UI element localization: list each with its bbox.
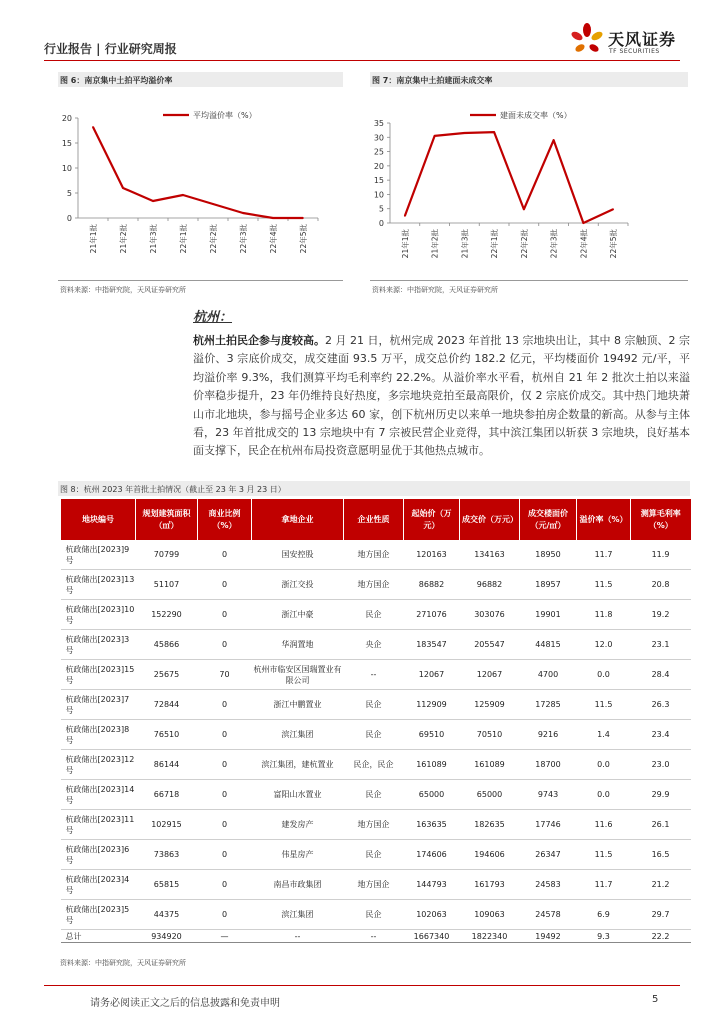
table-cell: 杭政储出[2023]4 号 xyxy=(61,870,136,900)
table-cell: 建发房产 xyxy=(252,810,344,840)
table-cell: 华润置地 xyxy=(252,630,344,660)
table-cell: 183547 xyxy=(404,630,460,660)
table-cell: 26347 xyxy=(520,840,577,870)
table-cell: 205547 xyxy=(460,630,520,660)
x-tick-label: 22年5批 xyxy=(299,224,308,254)
table-cell: 总计 xyxy=(61,930,136,943)
series-line xyxy=(405,132,613,223)
x-tick-label: 21年1批 xyxy=(400,229,410,259)
y-tick-label: 10 xyxy=(373,190,384,200)
paragraph-body: 2 月 21 日，杭州完成 2023 年首批 13 宗地块出让，其中 8 宗触顶、2 宗溢价、3 宗底价成交，成交建面 93.5 万平，成交总价约 182.2 亿元，平均楼面价 19492 元/平，平均溢价率 9.3%，我们测算平均毛利率约 22.2%。从溢价率水平看，杭州自 21 年 2 批次土拍以来溢价率稳步提升，23 年仍维持良好热度，多宗地块竞拍至最高限价，仅 2 宗底价成交。其中热门地块萧山市北地块，参与摇号企业多达 60 家，创下杭州历史以来单一地块参拍房企数量的新高。从参与主体看，23 年首批成交的 13 宗地块中有 7 宗被民营企业竞得，其中滨江集团以斩获 3 宗地块，良好基本面支撑下，民企在杭州布局投资意愿明显优于其他热点城市。 xyxy=(193,334,690,458)
y-tick-label: 15 xyxy=(61,139,72,148)
table-source: 资料来源：中指研究院，天风证券研究所 xyxy=(60,959,186,967)
data-point xyxy=(152,200,154,202)
table-row xyxy=(61,720,691,750)
table-cell: 0.0 xyxy=(577,750,631,780)
table-header-cell: 成交价（万元） xyxy=(460,499,520,540)
table-cell: 29.9 xyxy=(631,780,691,810)
data-point xyxy=(434,135,436,137)
table-row xyxy=(61,690,691,720)
table-cell: 109063 xyxy=(460,900,520,930)
data-point xyxy=(404,215,406,217)
data-point xyxy=(302,217,304,219)
table-caption: 图 8：杭州 2023 年首批土拍情况（截止至 23 年 3 月 23 日） xyxy=(60,485,286,494)
table-cell: 23.0 xyxy=(631,750,691,780)
table-row xyxy=(61,540,691,570)
table-cell: 南昌市政集团 xyxy=(252,870,344,900)
data-point xyxy=(182,194,184,196)
table-cell: 45866 xyxy=(136,630,198,660)
table-cell: 144793 xyxy=(404,870,460,900)
y-tick-label: 10 xyxy=(61,164,72,173)
table-cell: 18700 xyxy=(520,750,577,780)
table-cell: 11.8 xyxy=(577,600,631,630)
page-number: 5 xyxy=(652,994,659,1005)
table-cell: 9743 xyxy=(520,780,577,810)
table-header-cell: 成交楼面价（元/㎡） xyxy=(520,499,577,540)
data-point xyxy=(272,217,274,219)
table-cell: 0 xyxy=(198,630,252,660)
table-cell: 11.5 xyxy=(577,840,631,870)
table-cell: 杭政储出[2023]8 号 xyxy=(61,720,136,750)
table-cell: 0 xyxy=(198,570,252,600)
section-city-heading: 杭州： xyxy=(193,310,233,325)
table-cell: 18957 xyxy=(520,570,577,600)
logo-name-cn: 天风证券 xyxy=(608,30,677,49)
table-cell: 0 xyxy=(198,870,252,900)
table-header-row xyxy=(61,499,691,540)
x-tick-label: 22年3批 xyxy=(239,224,248,254)
land-auction-table xyxy=(60,499,691,943)
table-cell: 12.0 xyxy=(577,630,631,660)
table-cell: 12067 xyxy=(460,660,520,690)
table-cell: 73863 xyxy=(136,840,198,870)
x-tick-label: 22年5批 xyxy=(609,229,619,259)
table-cell: 1.4 xyxy=(577,720,631,750)
table-row xyxy=(61,870,691,900)
table-cell: 杭政储出[2023]5 号 xyxy=(61,900,136,930)
x-tick-label: 21年3批 xyxy=(460,229,470,259)
x-tick-label: 22年1批 xyxy=(490,229,500,259)
table-cell: 民企 xyxy=(344,720,404,750)
table-cell: 125909 xyxy=(460,690,520,720)
fig6-caption: 图 6：南京集中土拍平均溢价率 xyxy=(60,76,173,85)
y-tick-label: 35 xyxy=(373,119,384,128)
table-total-row xyxy=(61,930,691,943)
section-paragraph xyxy=(193,332,690,461)
table-cell: 杭政储出[2023]11 号 xyxy=(61,810,136,840)
footer-divider xyxy=(44,985,680,986)
table-cell: 0 xyxy=(198,720,252,750)
table-cell: 161089 xyxy=(404,750,460,780)
data-point xyxy=(493,131,495,133)
table-cell: 19.2 xyxy=(631,600,691,630)
table-header-cell: 测算毛利率（%） xyxy=(631,499,691,540)
table-cell: 17746 xyxy=(520,810,577,840)
table-cell: 11.6 xyxy=(577,810,631,840)
footer-disclaimer: 请务必阅读正文之后的信息披露和免责申明 xyxy=(90,998,280,1009)
table-cell: 民企 xyxy=(344,780,404,810)
table-cell: -- xyxy=(344,930,404,943)
table-cell: 民企 xyxy=(344,690,404,720)
y-tick-label: 0 xyxy=(378,219,384,228)
table-cell: 地方国企 xyxy=(344,570,404,600)
table-cell: 134163 xyxy=(460,540,520,570)
x-tick-label: 22年2批 xyxy=(209,224,218,254)
table-cell: 24583 xyxy=(520,870,577,900)
table-cell: 杭政储出[2023]6 号 xyxy=(61,840,136,870)
header-divider xyxy=(44,60,680,61)
table-cell: 96882 xyxy=(460,570,520,600)
table-cell: 浙江交投 xyxy=(252,570,344,600)
table-cell: 央企 xyxy=(344,630,404,660)
table-cell: 11.5 xyxy=(577,570,631,600)
table-cell: 17285 xyxy=(520,690,577,720)
table-cell: 66718 xyxy=(136,780,198,810)
table-cell: 0 xyxy=(198,840,252,870)
table-cell: 161793 xyxy=(460,870,520,900)
table-cell: 161089 xyxy=(460,750,520,780)
table-cell: 152290 xyxy=(136,600,198,630)
table-cell: — xyxy=(198,930,252,943)
table-cell: 102915 xyxy=(136,810,198,840)
table-cell: 19492 xyxy=(520,930,577,943)
table-header-cell: 起始价（万元） xyxy=(404,499,460,540)
table-cell: 69510 xyxy=(404,720,460,750)
table-cell: 杭政储出[2023]3 号 xyxy=(61,630,136,660)
table-cell: 杭政储出[2023]15 号 xyxy=(61,660,136,690)
table-cell: 51107 xyxy=(136,570,198,600)
table-cell: 杭政储出[2023]13 号 xyxy=(61,570,136,600)
fig7-line-chart xyxy=(370,90,688,278)
table-cell: 杭政储出[2023]14 号 xyxy=(61,780,136,810)
y-tick-label: 15 xyxy=(373,176,384,186)
table-cell: 22.2 xyxy=(631,930,691,943)
table-cell: 浙江中鹏置业 xyxy=(252,690,344,720)
table-cell: 102063 xyxy=(404,900,460,930)
y-tick-label: 20 xyxy=(61,114,72,123)
table-row xyxy=(61,900,691,930)
table-cell: 21.2 xyxy=(631,870,691,900)
legend-label: 建面未成交率（%） xyxy=(500,111,572,120)
table-cell: 86882 xyxy=(404,570,460,600)
table-cell: 富阳山水置业 xyxy=(252,780,344,810)
table-cell: 滨江集团 xyxy=(252,720,344,750)
table-cell: 70 xyxy=(198,660,252,690)
table-cell: 0 xyxy=(198,900,252,930)
y-tick-label: 25 xyxy=(373,147,384,157)
table-cell: 303076 xyxy=(460,600,520,630)
table-cell: 44375 xyxy=(136,900,198,930)
table-cell: 65000 xyxy=(460,780,520,810)
y-tick-label: 20 xyxy=(373,161,384,171)
table-row xyxy=(61,780,691,810)
table-row xyxy=(61,570,691,600)
table-cell: 44815 xyxy=(520,630,577,660)
data-point xyxy=(463,132,465,134)
table-header-cell: 拿地企业 xyxy=(252,499,344,540)
table-cell: 76510 xyxy=(136,720,198,750)
table-cell: 9216 xyxy=(520,720,577,750)
x-tick-label: 21年2批 xyxy=(119,224,128,254)
fig6-line-chart xyxy=(58,90,343,278)
table-cell: 20.8 xyxy=(631,570,691,600)
table-cell: 0 xyxy=(198,750,252,780)
table-cell: 112909 xyxy=(404,690,460,720)
table-cell: 6.9 xyxy=(577,900,631,930)
table-cell: 杭政储出[2023]12 号 xyxy=(61,750,136,780)
table-cell: 11.7 xyxy=(577,540,631,570)
y-tick-label: 0 xyxy=(66,214,72,223)
x-tick-label: 22年4批 xyxy=(579,229,589,259)
table-cell: 国安控股 xyxy=(252,540,344,570)
table-cell: 0.0 xyxy=(577,660,631,690)
x-tick-label: 21年1批 xyxy=(89,224,98,254)
table-cell: 24578 xyxy=(520,900,577,930)
table-cell: 120163 xyxy=(404,540,460,570)
table-cell: 182635 xyxy=(460,810,520,840)
table-header-cell: 溢价率（%） xyxy=(577,499,631,540)
table-cell: 174606 xyxy=(404,840,460,870)
table-cell: 地方国企 xyxy=(344,810,404,840)
table-cell: 滨江集团，建杭置业 xyxy=(252,750,344,780)
table-cell: 29.7 xyxy=(631,900,691,930)
table-cell: 1667340 xyxy=(404,930,460,943)
table-cell: 伟星房产 xyxy=(252,840,344,870)
table-cell: 25675 xyxy=(136,660,198,690)
table-cell: 0 xyxy=(198,780,252,810)
data-point xyxy=(582,222,584,224)
data-point xyxy=(212,203,214,205)
table-cell: 地方国企 xyxy=(344,540,404,570)
table-header-cell: 商业比例（%） xyxy=(198,499,252,540)
fig7-source: 资料来源：中指研究院，天风证券研究所 xyxy=(372,286,498,294)
table-cell: 23.1 xyxy=(631,630,691,660)
table-cell: 18950 xyxy=(520,540,577,570)
data-point xyxy=(122,187,124,189)
data-point xyxy=(612,208,614,210)
table-cell: 271076 xyxy=(404,600,460,630)
table-cell: 26.3 xyxy=(631,690,691,720)
table-cell: 19901 xyxy=(520,600,577,630)
table-row xyxy=(61,810,691,840)
table-header-cell: 规划建筑面积（㎡） xyxy=(136,499,198,540)
table-cell: 23.4 xyxy=(631,720,691,750)
table-cell: 杭政储出[2023]7 号 xyxy=(61,690,136,720)
table-cell: 浙江中豪 xyxy=(252,600,344,630)
table-cell: 4700 xyxy=(520,660,577,690)
table-row xyxy=(61,840,691,870)
table-cell: 杭政储出[2023]9 号 xyxy=(61,540,136,570)
report-header-title: 行业报告 | 行业研究周报 xyxy=(44,42,177,56)
table-cell: 65815 xyxy=(136,870,198,900)
legend-label: 平均溢价率（%） xyxy=(193,111,257,120)
table-row xyxy=(61,750,691,780)
table-cell: 滨江集团 xyxy=(252,900,344,930)
table-cell: 26.1 xyxy=(631,810,691,840)
table-row xyxy=(61,630,691,660)
table-cell: 0.0 xyxy=(577,780,631,810)
table-cell: 16.5 xyxy=(631,840,691,870)
table-row xyxy=(61,600,691,630)
table-cell: 65000 xyxy=(404,780,460,810)
table-cell: 72844 xyxy=(136,690,198,720)
table-cell: 12067 xyxy=(404,660,460,690)
table-cell: 9.3 xyxy=(577,930,631,943)
table-cell: 1822340 xyxy=(460,930,520,943)
y-tick-label: 5 xyxy=(378,204,384,214)
table-cell: 民企 xyxy=(344,600,404,630)
x-tick-label: 22年4批 xyxy=(269,224,278,254)
table-cell: 0 xyxy=(198,600,252,630)
data-point xyxy=(92,126,94,128)
table-cell: 0 xyxy=(198,690,252,720)
paragraph-lead: 杭州土拍民企参与度较高。 xyxy=(193,334,326,347)
y-tick-label: 30 xyxy=(373,133,384,143)
table-cell: 地方国企 xyxy=(344,870,404,900)
table-cell: 86144 xyxy=(136,750,198,780)
table-cell: 民企，民企 xyxy=(344,750,404,780)
table-cell: -- xyxy=(252,930,344,943)
table-cell: 70510 xyxy=(460,720,520,750)
table-header-cell: 企业性质 xyxy=(344,499,404,540)
table-cell: 163635 xyxy=(404,810,460,840)
fig6-source: 资料来源：中指研究院，天风证券研究所 xyxy=(60,286,186,294)
tf-securities-logo-icon xyxy=(568,22,606,60)
table-cell: 杭政储出[2023]10 号 xyxy=(61,600,136,630)
table-cell: 杭州市临安区国瑞置业有限公司 xyxy=(252,660,344,690)
table-cell: 0 xyxy=(198,540,252,570)
x-tick-label: 21年3批 xyxy=(149,224,158,254)
y-tick-label: 5 xyxy=(66,189,72,198)
table-cell: 民企 xyxy=(344,840,404,870)
data-point xyxy=(523,208,525,210)
logo-name-en: TF SECURITIES xyxy=(609,48,660,55)
table-cell: 70799 xyxy=(136,540,198,570)
fig7-bottom-rule xyxy=(370,280,688,281)
table-cell: 11.5 xyxy=(577,690,631,720)
table-cell: 11.9 xyxy=(631,540,691,570)
table-cell: 934920 xyxy=(136,930,198,943)
data-point xyxy=(242,212,244,214)
table-cell: 民企 xyxy=(344,900,404,930)
x-tick-label: 22年3批 xyxy=(549,229,559,259)
table-cell: 0 xyxy=(198,810,252,840)
x-tick-label: 22年2批 xyxy=(519,229,529,259)
table-cell: -- xyxy=(344,660,404,690)
fig7-caption: 图 7：南京集中土拍建面未成交率 xyxy=(372,76,493,85)
x-tick-label: 22年1批 xyxy=(179,224,188,254)
series-line xyxy=(93,127,303,218)
table-cell: 28.4 xyxy=(631,660,691,690)
table-row xyxy=(61,660,691,690)
x-tick-label: 21年2批 xyxy=(430,229,440,259)
table-cell: 11.7 xyxy=(577,870,631,900)
fig6-bottom-rule xyxy=(58,280,343,281)
table-cell: 194606 xyxy=(460,840,520,870)
table-header-cell: 地块编号 xyxy=(61,499,136,540)
data-point xyxy=(553,139,555,141)
